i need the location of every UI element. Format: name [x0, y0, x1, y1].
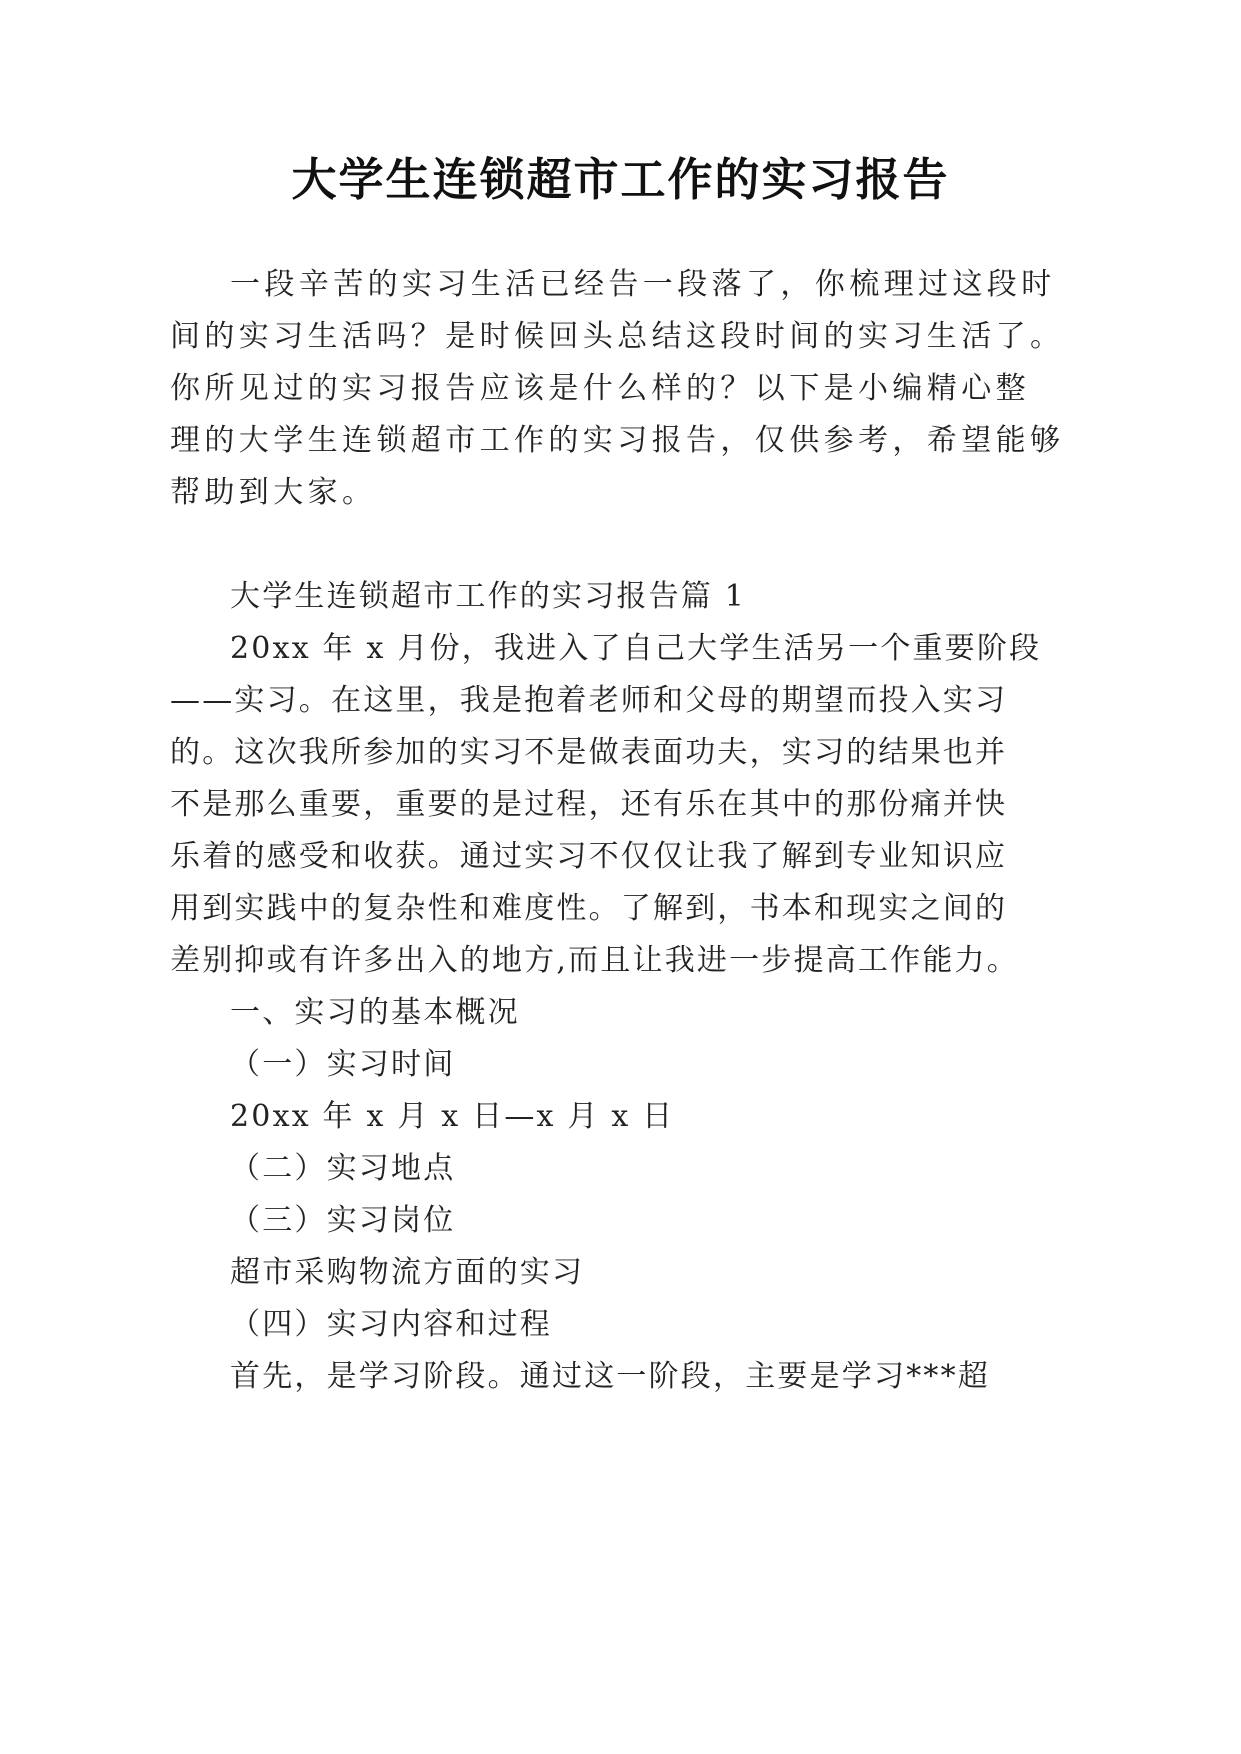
body-line: 首先，是学习阶段。通过这一阶段，主要是学习***超: [230, 1359, 990, 1394]
body-line: ——实习。在这里，我是抱着老师和父母的期望而投入实习: [170, 683, 1008, 718]
heading-internship-position: （三）实习岗位: [230, 1203, 456, 1238]
body-line: 的。这次我所参加的实习不是做表面功夫，实习的结果也并: [170, 735, 1008, 770]
heading-basic-overview: 一、实习的基本概况: [230, 995, 520, 1030]
body-line: 乐着的感受和收获。通过实习不仅仅让我了解到专业知识应: [170, 839, 1008, 874]
body-line: 差别抑或有许多出入的地方,而且让我进一步提高工作能力。: [170, 943, 1019, 978]
intro-line: 帮助到大家。: [170, 475, 377, 510]
internship-dates: 20xx 年 x 月 x 日—x 月 x 日: [230, 1099, 675, 1134]
intro-line: 你所见过的实习报告应该是什么样的？以下是小编精心整: [170, 371, 1030, 406]
document-title: 大学生连锁超市工作的实习报告: [291, 153, 950, 206]
internship-position-text: 超市采购物流方面的实习: [230, 1255, 585, 1290]
heading-internship-content: （四）实习内容和过程: [230, 1307, 552, 1342]
body-line: 不是那么重要，重要的是过程，还有乐在其中的那份痛并快: [170, 787, 1008, 822]
section-heading: 大学生连锁超市工作的实习报告篇 1: [230, 579, 747, 614]
body-line: 20xx 年 x 月份，我进入了自己大学生活另一个重要阶段: [230, 631, 1042, 666]
heading-internship-location: （二）实习地点: [230, 1151, 456, 1186]
intro-line: 一段辛苦的实习生活已经告一段落了，你梳理过这段时: [230, 267, 1056, 302]
body-line: 用到实践中的复杂性和难度性。了解到，书本和现实之间的: [170, 891, 1008, 926]
intro-line: 理的大学生连锁超市工作的实习报告，仅供参考，希望能够: [170, 423, 1065, 458]
heading-internship-time: （一）实习时间: [230, 1047, 456, 1082]
intro-line: 间的实习生活吗？是时候回头总结这段时间的实习生活了。: [170, 319, 1065, 354]
